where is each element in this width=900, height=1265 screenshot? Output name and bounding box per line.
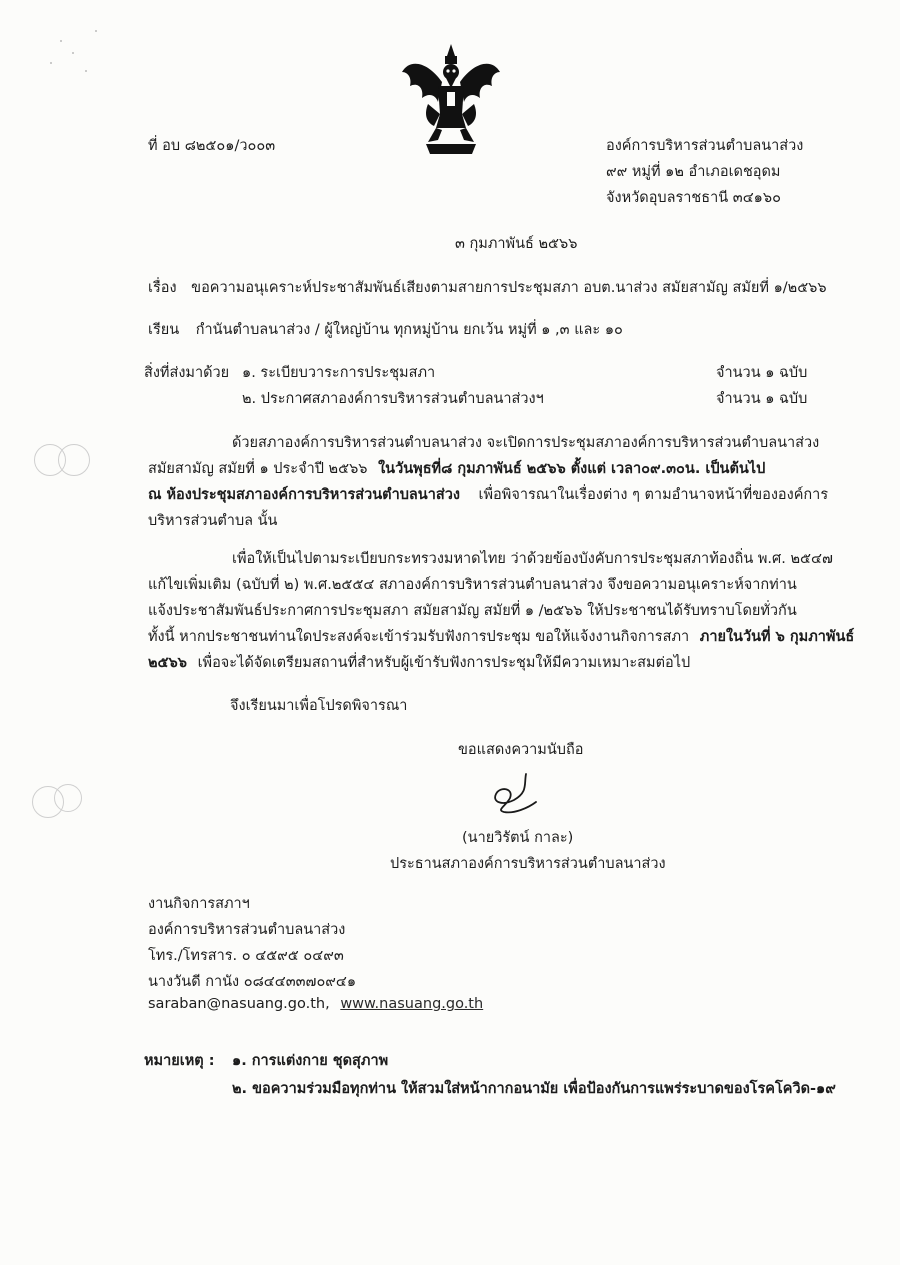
registration-deadline: ภายในวันที่ ๖ กุมภาพันธ์ — [699, 629, 855, 645]
contact-organization: องค์การบริหารส่วนตำบลนาส่วง — [148, 922, 346, 938]
closing-line: จึงเรียนมาเพื่อโปรดพิจารณา — [230, 698, 408, 714]
scan-speck — [50, 62, 52, 64]
subject-text: ขอความอนุเคราะห์ประชาสัมพันธ์เสียงตามสายการประชุมสภา อบต.นาส่วง สมัยสามัญ สมัยที่ ๑/๒๕๖๖ — [191, 280, 827, 296]
contact-person: นางวันดี กานัง ๐๘๔๔๓๓๗๐๙๔๑ — [148, 974, 357, 990]
paragraph1-line: สมัยสามัญ สมัยที่ ๑ ประจำปี ๒๕๖๖ ในวันพุธที่๘ กุมภาพันธ์ ๒๕๖๖ ตั้งแต่ เวลา๐๙.๓๐น. เป็นต้นไป — [148, 461, 766, 477]
meeting-datetime: ในวันพุธที่๘ กุมภาพันธ์ ๒๕๖๖ ตั้งแต่ เวลา๐๙.๓๐น. เป็นต้นไป — [378, 461, 766, 477]
subject-line — [148, 276, 827, 299]
scan-speck — [85, 70, 87, 72]
paragraph2-line: ทั้งนี้ หากประชาชนท่านใดประสงค์จะเข้าร่วมรับฟังการประชุม ขอให้แจ้งงานกิจการสภา ภายในวันที่ ๖ กุมภาพันธ์ — [148, 629, 855, 645]
website-link[interactable]: www.nasuang.go.th — [340, 996, 484, 1012]
addressee-label: เรียน — [148, 322, 180, 338]
org-name: องค์การบริหารส่วนตำบลนาส่วง — [606, 138, 804, 154]
contact-web-line — [148, 996, 483, 1012]
punch-hole-mark — [58, 444, 90, 476]
paragraph1-line: บริหารส่วนตำบล นั้น — [148, 513, 278, 529]
enclosures-label: สิ่งที่ส่งมาด้วย — [144, 365, 230, 381]
contact-phone: โทร./โทรสาร. ๐ ๔๕๙๕ ๐๔๙๓ — [148, 948, 344, 964]
org-address-line2: จังหวัดอุบลราชธานี ๓๔๑๖๐ — [606, 190, 781, 206]
meeting-venue: ณ ห้องประชุมสภาองค์การบริหารส่วนตำบลนาส่วง — [148, 487, 460, 503]
letter-date: ๓ กุมภาพันธ์ ๒๕๖๖ — [455, 236, 578, 252]
scan-speck — [95, 30, 97, 32]
paragraph2-line: แก้ไขเพิ่มเติม (ฉบับที่ ๒) พ.ศ.๒๕๕๔ สภาองค์การบริหารส่วนตำบลนาส่วง จึงขอความอนุเคราะห์จากท่าน — [148, 577, 797, 593]
note-item: ๒. ขอความร่วมมือทุกท่าน ให้สวมใส่หน้ากากอนามัย เพื่อป้องกันการแพร่ระบาดของโรคโควิด-๑๙ — [232, 1081, 836, 1097]
signer-name: (นายวิรัตน์ กาละ) — [462, 830, 574, 846]
contact-department: งานกิจการสภาฯ — [148, 896, 250, 912]
enclosure-quantity: จำนวน ๑ ฉบับ — [716, 365, 808, 381]
org-address-line1: ๙๙ หมู่ที่ ๑๒ อำเภอเดชอุดม — [606, 164, 781, 180]
note-label: หมายเหตุ : — [144, 1053, 215, 1069]
note-item: ๑. การแต่งกาย ชุดสุภาพ — [232, 1053, 389, 1069]
paragraph2-line: ๒๕๖๖ เพื่อจะได้จัดเตรียมสถานที่สำหรับผู้เข้ารับฟังการประชุมให้มีความเหมาะสมต่อไป — [148, 655, 691, 671]
paragraph1-line: ณ ห้องประชุมสภาองค์การบริหารส่วนตำบลนาส่วง เพื่อพิจารณาในเรื่องต่าง ๆ ตามอำนาจหน้าที่ขององค์การ — [148, 487, 829, 503]
scan-speck — [60, 40, 62, 42]
punch-hole-mark — [54, 784, 82, 812]
paragraph2-line: เพื่อให้เป็นไปตามระเบียบกระทรวงมหาดไทย ว่าด้วยข้องบังคับการประชุมสภาท้องถิ่น พ.ศ. ๒๕๔๗ — [232, 551, 833, 567]
addressee-text: กำนันตำบลนาส่วง / ผู้ใหญ่บ้าน ทุกหมู่บ้าน ยกเว้น หมู่ที่ ๑ ,๓ และ ๑๐ — [195, 322, 623, 338]
enclosure-quantity: จำนวน ๑ ฉบับ — [716, 391, 808, 407]
subject-label: เรื่อง — [148, 280, 177, 296]
contact-email: saraban@nasuang.go.th, — [148, 996, 330, 1012]
signer-position: ประธานสภาองค์การบริหารส่วนตำบลนาส่วง — [390, 856, 666, 872]
handwritten-signature — [484, 770, 550, 820]
reference-number: ที่ อบ ๘๒๕๐๑/ว๐๐๓ — [148, 138, 276, 154]
enclosure-item: ๑. ระเบียบวาระการประชุมสภา — [242, 365, 436, 381]
scan-speck — [72, 52, 74, 54]
paragraph1-line: ด้วยสภาองค์การบริหารส่วนตำบลนาส่วง จะเปิดการประชุมสภาองค์การบริหารส่วนตำบลนาส่วง — [232, 435, 820, 451]
paragraph2-line: แจ้งประชาสัมพันธ์ประกาศการประชุมสภา สมัยสามัญ สมัยที่ ๑ /๒๕๖๖ ให้ประชาชนได้รับทราบโดยทั่วกัน — [148, 603, 797, 619]
enclosure-item: ๒. ประกาศสภาองค์การบริหารส่วนตำบลนาส่วงฯ — [242, 391, 544, 407]
regards-line: ขอแสดงความนับถือ — [458, 742, 584, 758]
addressee-line — [148, 318, 623, 341]
garuda-emblem-icon — [398, 42, 504, 158]
